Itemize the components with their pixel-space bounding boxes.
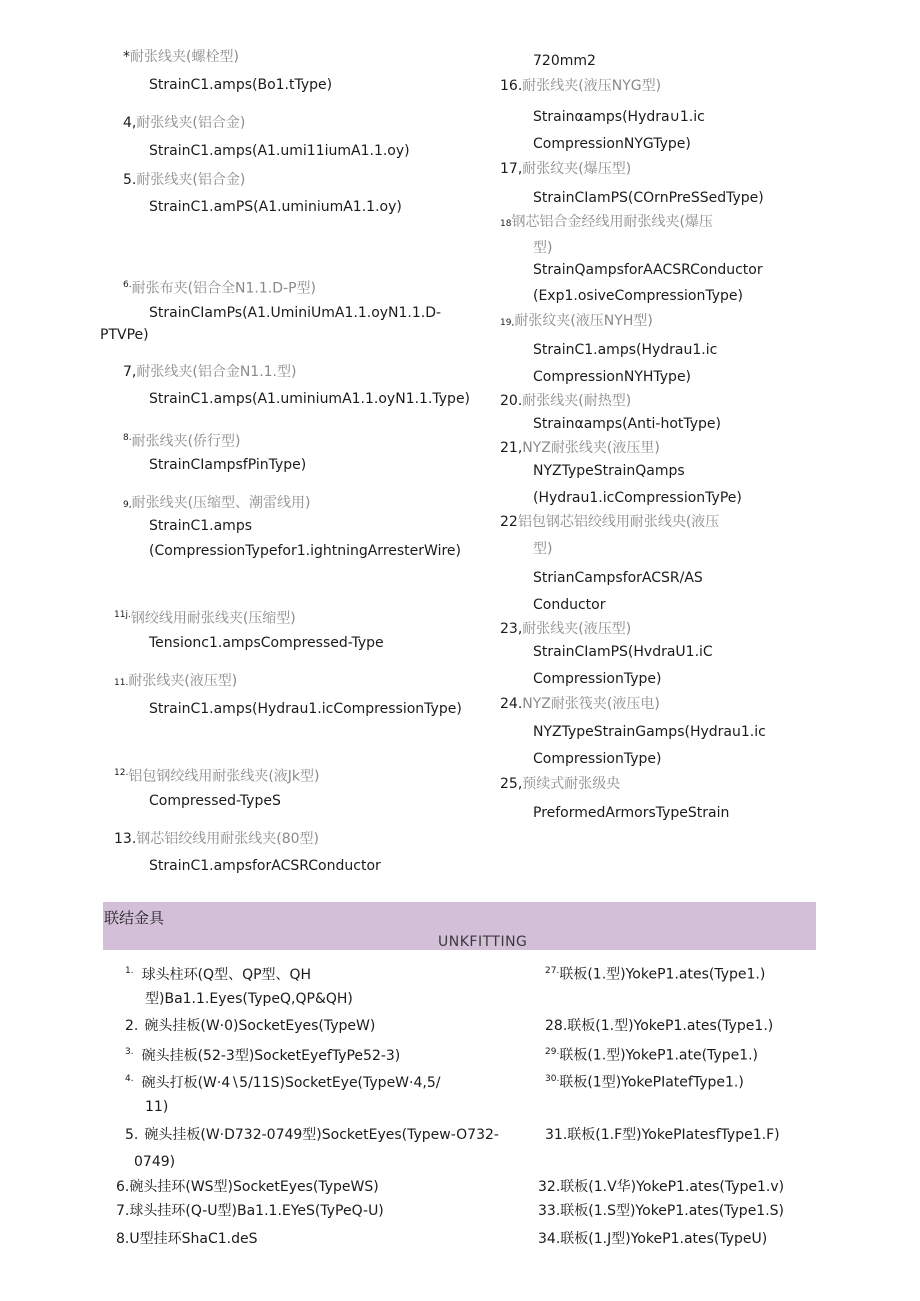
list-item: 8.U型挂环ShaC1.deS (116, 1231, 258, 1247)
list-item: 33.联板(1.S型)YokeP1.ates(Type1.S) (538, 1203, 785, 1219)
list-item-cont: 0749) (134, 1154, 176, 1170)
list-item: 5. 碗头挂板(W·D732-0749型)SocketEyes(Typew-O732- (125, 1127, 499, 1143)
item-title-cont: 型) (533, 240, 553, 256)
item-title: 18钢芯铝合金经线用耐张线夹(爆压 (500, 214, 713, 230)
list-item: 7.球头挂环(Q-U型)Ba1.1.EYeS(TyPeQ-U) (116, 1203, 384, 1219)
item-en-cont: CompressionNYHType) (533, 369, 692, 385)
item-en-cont: (Hydrau1.icCompressionTyPe) (533, 490, 742, 506)
item-en: NYZTypeStrainGamps(Hydrau1.ic (533, 724, 766, 740)
item-en-cont: Conductor (533, 597, 606, 613)
item-en: StrainC1.amps(Hydrau1.ic (533, 342, 718, 358)
item-en: StrainC1.ampsforACSRConductor (149, 858, 381, 874)
item-title: 7,耐张线夹(铝合金N1.1.型) (123, 364, 297, 380)
list-item: 2. 碗头挂板(W·0)SocketEyes(TypeW) (125, 1018, 376, 1034)
item-title: 13.钢芯铝绞线用耐张线夹(80型) (114, 831, 320, 847)
list-item: 32.联板(1.V华)YokeP1.ates(Type1.v) (538, 1179, 785, 1195)
item-en: StrainC1.amps(Bo1.tType) (149, 77, 333, 93)
item-en: StrainQampsforAACSRConductor (533, 262, 763, 278)
item-en-cont: CompressionNYGType) (533, 136, 691, 152)
item-title: $^{6.}$耐张布夹(铝合全N1.1.D-P型) (123, 280, 316, 297)
list-item: 6.碗头挂环(WS型)SocketEyes(TypeWS) (116, 1179, 379, 1195)
item-title: 11.耐张线夹(液压型) (114, 673, 238, 689)
list-item: 34.联板(1.J型)YokeP1.ates(TypeU) (538, 1231, 768, 1247)
item-title: 20.耐张线夹(耐热型) (500, 393, 632, 409)
item-en: StrainCIamPS(HvdraU1.iC (533, 644, 713, 660)
item-en: StrainCIamPS(COrnPreSSedType) (533, 190, 764, 206)
item-title: $^{11j.}$钢绞线用耐张线夹(压缩型) (114, 610, 296, 627)
item-en-cont: CompressionType) (533, 671, 662, 687)
item-title: 23,耐张线夹(液压型) (500, 621, 632, 637)
item-en: StrainC1.amps(A1.uminiumA1.1.oyN1.1.Type) (149, 391, 471, 407)
item-title: 22铝包钢芯铝绞线用耐张线央(液压 (500, 514, 720, 530)
item-title: $^{12.}$铝包钢绞线用耐张线夹(液Jk型) (114, 768, 320, 785)
item-en: StrainC1.amps(Hydrau1.icCompressionType) (149, 701, 462, 717)
item-title: 9,耐张线夹(压缩型、潮雷线用) (123, 495, 311, 511)
item-title: 17,耐张纹夹(爆压型) (500, 161, 632, 177)
item-title: 19,耐张纹夹(液压NYH型) (500, 313, 653, 329)
section-subtitle: UNKFITTING (438, 934, 528, 950)
item-en: StrainCIampsfPinType) (149, 457, 307, 473)
item-en: Strainαamps(Anti-hotType) (533, 416, 721, 432)
item-en: Compressed-TypeS (149, 793, 281, 809)
item-en-cont: PTVPe) (100, 327, 149, 343)
list-item-cont: 11) (145, 1099, 169, 1115)
section-title: 联结金具 (104, 909, 165, 927)
item-title: 4,耐张线夹(铝合金) (123, 115, 246, 131)
list-item: $^{29.}$联板(1.型)YokeP1.ate(Type1.) (545, 1047, 759, 1064)
item-title: 16.耐张线夹(液压NYG型) (500, 78, 662, 94)
item-en: Strainαamps(Hydra∪1.ic (533, 109, 705, 125)
item-en: StrainCIamPs(A1.UminiUmA1.1.oyN1.1.D- (149, 305, 442, 321)
item-en: PreformedArmorsTypeStrain (533, 805, 730, 821)
item-title: *耐张线夹(螺栓型) (123, 49, 239, 65)
item-en: 720mm2 (533, 53, 596, 69)
list-item: 31.联板(1.F型)YokePIatesfType1.F) (545, 1127, 780, 1143)
item-en-cont: CompressionType) (533, 751, 662, 767)
item-title: 5.耐张线夹(铝合金) (123, 172, 246, 188)
item-title: $^{8.}$耐张线夹(侨行型) (123, 433, 241, 450)
item-en: StrianCampsforACSR/AS (533, 570, 703, 586)
list-item: $^{27.}$联板(1.型)YokeP1.ates(Type1.) (545, 966, 766, 983)
item-en-cont: (CompressionTypefor1.ightningArresterWire) (149, 543, 461, 559)
item-en-cont: (Exp1.osiveCompressionType) (533, 288, 743, 304)
item-title: 24.NYZ耐张筏夹(液压电) (500, 696, 660, 712)
section-header-band (103, 902, 816, 950)
list-item: $^{30.}$联板(1型)YokePIatefType1.) (545, 1074, 744, 1091)
list-item: $^{1.}$ 球头柱环(Q型、QP型、QH (125, 966, 312, 983)
list-item-cont: 型)Ba1.1.Eyes(TypeQ,QP&QH) (145, 991, 353, 1007)
item-en: Tensionc1.ampsCompressed-Type (149, 635, 384, 651)
item-en: StrainC1.amps (149, 518, 253, 534)
list-item: $^{4.}$ 碗头打板(W·4∖5/11S)SocketEye(TypeW·4,5/ (125, 1074, 441, 1091)
item-en: StrainC1.amPS(A1.uminiumA1.1.oy) (149, 199, 402, 215)
item-title-cont: 型) (533, 541, 553, 557)
item-title: 21,NYZ耐张线夹(液压里) (500, 440, 660, 456)
list-item: 28.联板(1.型)YokeP1.ates(Type1.) (545, 1018, 774, 1034)
item-en: NYZTypeStrainQamps (533, 463, 685, 479)
list-item: $^{3.}$ 碗头挂板(52-3型)SocketEyefTyPe52-3) (125, 1047, 401, 1064)
item-title: 25,预续式耐张级央 (500, 776, 621, 792)
item-en: StrainC1.amps(A1.umi11iumA1.1.oy) (149, 143, 410, 159)
